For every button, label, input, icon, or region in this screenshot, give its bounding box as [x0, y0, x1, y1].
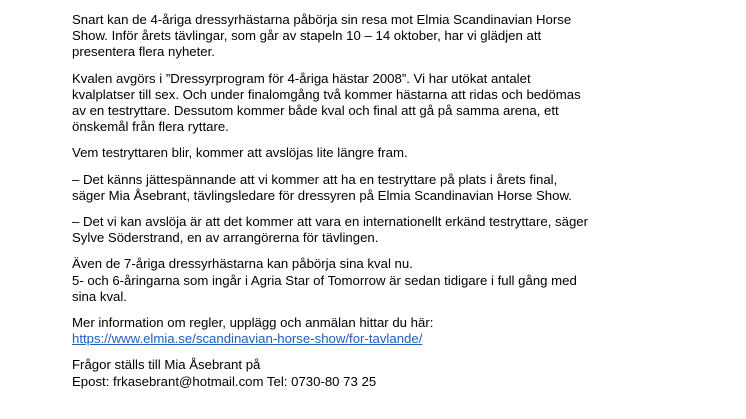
text-line: – Det vi kan avslöja är att det kommer att vara en internationellt erkänd testryttare, säger	[72, 214, 589, 230]
document-body	[72, 0, 672, 390]
paragraph-quote-mia	[72, 172, 672, 204]
paragraph-test-rider	[72, 145, 672, 161]
paragraph-quote-sylve	[72, 214, 672, 246]
text-line: Kvalen avgörs i ”Dressyrprogram för 4-åriga hästar 2008”. Vi har utökat antalet	[72, 70, 531, 86]
text-line: Show. Inför årets tävlingar, som går av stapeln 10 – 14 oktober, har vi glädjen att	[72, 28, 542, 44]
text-line: kvalplatser till sex. Och under finalomgång två kommer hästarna att ridas och bedömas	[72, 86, 581, 102]
paragraph-qualification	[72, 71, 672, 136]
text-line: Mer information om regler, upplägg och anmälan hittar du här:	[72, 315, 434, 331]
text-line: presentera flera nyheter.	[72, 44, 215, 60]
text-line: önskemål från flera ryttare.	[72, 119, 229, 135]
text-line: Vem testryttaren blir, kommer att avslöjas lite längre fram.	[72, 145, 408, 161]
text-line: 5- och 6-åringarna som ingår i Agria Star of Tomorrow är sedan tidigare i full gång med	[72, 272, 577, 288]
text-line: säger Mia Åsebrant, tävlingsledare för dressyren på Elmia Scandinavian Horse Show.	[72, 187, 572, 203]
text-line: av en testryttare. Dessutom kommer både kval och final att gå på samma arena, ett	[72, 103, 559, 119]
paragraph-contact	[72, 357, 672, 389]
text-line: – Det känns jättespännande att vi kommer att ha en testryttare på plats i årets final,	[72, 171, 558, 187]
text-line: Även de 7-åriga dressyrhästarna kan påbörja sina kval nu.	[72, 256, 413, 272]
text-line: Sylve Söderstrand, en av arrangörerna för tävlingen.	[72, 230, 379, 246]
elmia-info-link[interactable]: https://www.elmia.se/scandinavian-horse-show/for-tavlande/	[72, 331, 423, 347]
paragraph-intro	[72, 12, 672, 61]
text-line: Frågor ställs till Mia Åsebrant på	[72, 357, 261, 373]
paragraph-seven-year-olds	[72, 256, 672, 305]
text-line: Snart kan de 4-åriga dressyrhästarna påbörja sin resa mot Elmia Scandinavian Horse	[72, 12, 572, 27]
text-line: sina kval.	[72, 288, 127, 304]
contact-line: Epost: frkasebrant@hotmail.com Tel: 0730-80 73 25	[72, 373, 377, 389]
paragraph-more-info	[72, 315, 672, 347]
